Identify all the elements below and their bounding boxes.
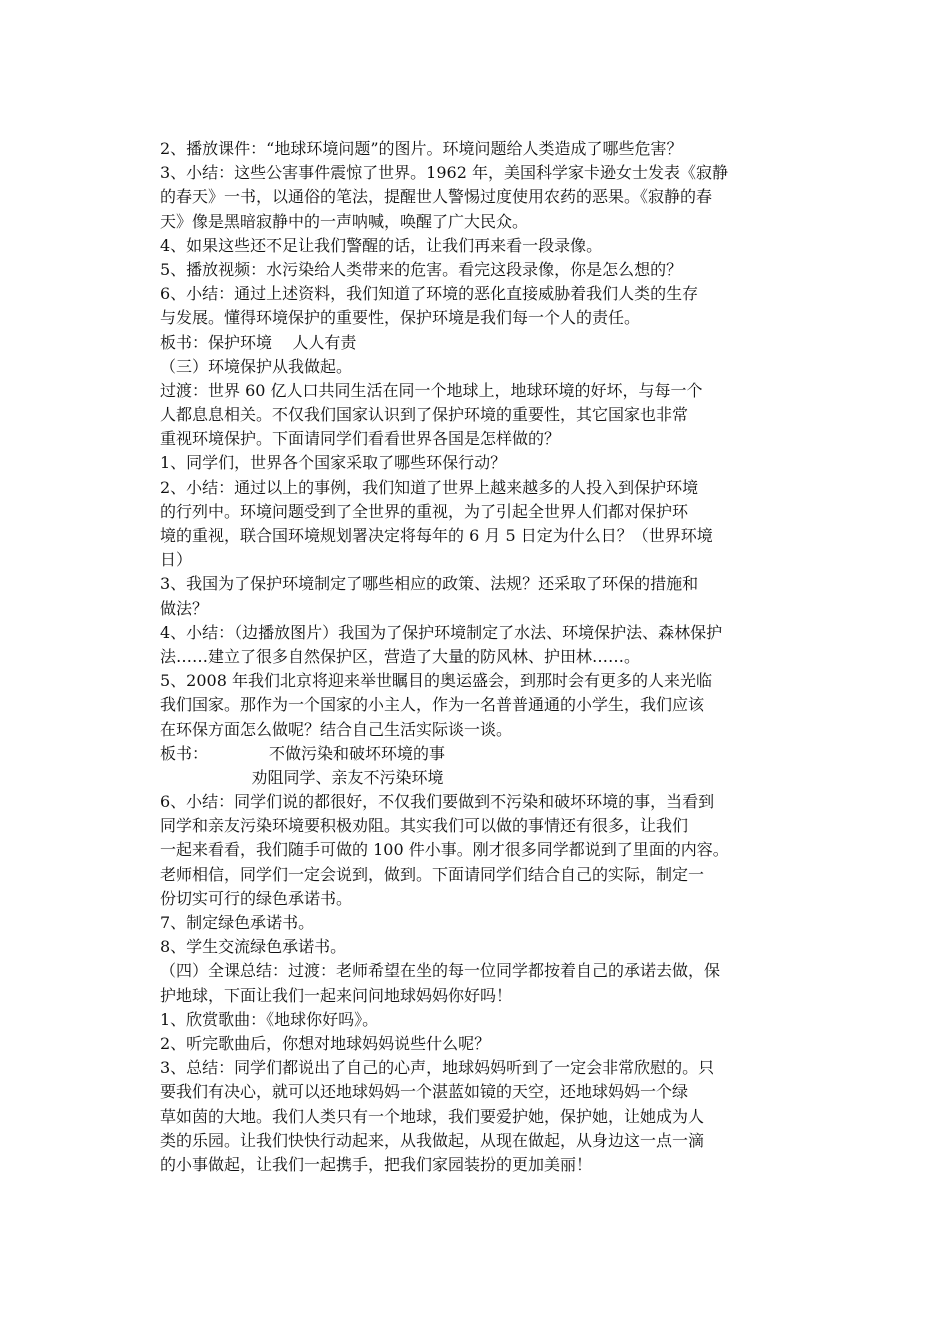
text-line: 1、欣赏歌曲：《地球你好吗》。	[160, 1009, 379, 1029]
text-line: 份切实可行的绿色承诺书。	[160, 888, 353, 908]
text-line: 在环保方面怎么做呢？结合自己生活实际谈一谈。	[160, 719, 513, 739]
text-line: 3、总结：同学们都说出了自己的心声，地球妈妈听到了一定会非常欣慰的。只	[160, 1058, 715, 1078]
board-note-2: 板书： 不做污染和破坏环境的事	[160, 743, 446, 763]
text-line: 类的乐园。让我们快快行动起来，从我做起，从现在做起，从身边这一点一滴	[160, 1130, 705, 1150]
text-line: 2、听完歌曲后，你想对地球妈妈说些什么呢？	[160, 1033, 491, 1053]
text-line: 8、学生交流绿色承诺书。	[160, 937, 347, 957]
text-line: 的行列中。环境问题受到了全世界的重视，为了引起全世界人们都对保护环	[160, 501, 689, 521]
text-line: 老师相信，同学们一定会说到，做到。下面请同学们结合自己的实际，制定一	[160, 864, 705, 884]
text-line: 3、小结：这些公害事件震惊了世界。1962 年，美国科学家卡逊女士发表《寂静	[160, 163, 728, 183]
text-line: 日）	[160, 550, 193, 570]
text-line: 人都息息相关。不仅我们国家认识到了保护环境的重要性，其它国家也非常	[160, 405, 689, 425]
text-line: 6、小结：通过上述资料，我们知道了环境的恶化直接威胁着我们人类的生存	[160, 284, 699, 304]
text-line: 的小事做起，让我们一起携手，把我们家园装扮的更加美丽！	[160, 1154, 593, 1174]
text-line: 做法？	[160, 598, 209, 618]
text-line: 1、同学们，世界各个国家采取了哪些环保行动？	[160, 453, 507, 473]
text-line: 草如茵的大地。我们人类只有一个地球，我们要爱护她，保护她，让她成为人	[160, 1106, 705, 1126]
section-heading-3: （三）环境保护从我做起。	[160, 356, 353, 376]
text-line: 5、播放视频：水污染给人类带来的危害。看完这段录像，你是怎么想的？	[160, 259, 683, 279]
text-line: 同学和亲友污染环境要积极劝阻。其实我们可以做的事情还有很多，让我们	[160, 816, 689, 836]
text-line: 我们国家。那作为一个国家的小主人，作为一名普普通通的小学生，我们应该	[160, 695, 705, 715]
text-line: 2、小结：通过以上的事例，我们知道了世界上越来越多的人投入到保护环境	[160, 477, 699, 497]
text-line: 7、制定绿色承诺书。	[160, 913, 315, 932]
document-body	[160, 137, 800, 1177]
text-line: 5、2008 年我们北京将迎来举世瞩目的奥运盛会，到那时会有更多的人来光临	[160, 671, 712, 691]
text-line: 天》像是黑暗寂静中的一声呐喊，唤醒了广大民众。	[160, 211, 529, 231]
text-line: 2、播放课件：“地球环境问题”的图片。环境问题给人类造成了哪些危害？	[160, 139, 683, 158]
text-line: 境的重视，联合国环境规划署决定将每年的 6 月 5 日定为什么日？（世界环境	[160, 526, 713, 545]
text-line: 的春天》一书，以通俗的笔法，提醒世人警惕过度使用农药的恶果。《寂静的春	[160, 187, 713, 207]
section-heading-4: （四）全课总结：过渡：老师希望在坐的每一位同学都按着自己的承诺去做，保	[160, 961, 721, 981]
text-line: 4、小结：（边播放图片）我国为了保护环境制定了水法、环境保护法、森林保护	[160, 622, 723, 642]
text-line: 一起来看看，我们随手可做的 100 件小事。刚才很多同学都说到了里面的内容。	[160, 840, 729, 860]
text-line: 3、我国为了保护环境制定了哪些相应的政策、法规？还采取了环保的措施和	[160, 574, 699, 594]
text-line: 与发展。懂得环境保护的重要性，保护环境是我们每一个人的责任。	[160, 308, 641, 328]
text-line: 过渡：世界 60 亿人口共同生活在同一个地球上，地球环境的好坏，与每一个	[160, 380, 703, 400]
text-line: 要我们有决心，就可以还地球妈妈一个湛蓝如镜的天空，还地球妈妈一个绿	[160, 1082, 689, 1102]
text-line: 4、如果这些还不足让我们警醒的话，让我们再来看一段录像。	[160, 235, 603, 255]
board-note-2-continued: 劝阻同学、亲友不污染环境	[160, 767, 444, 787]
text-line: 法……建立了很多自然保护区，营造了大量的防风林、护田林……。	[160, 646, 641, 666]
text-line: 6、小结：同学们说的都很好，不仅我们要做到不污染和破坏环境的事，当看到	[160, 792, 715, 812]
text-line: 护地球，下面让我们一起来问问地球妈妈你好吗！	[160, 985, 513, 1005]
text-line: 重视环境保护。下面请同学们看看世界各国是怎样做的？	[160, 429, 561, 449]
board-note-1: 板书：保护环境 人人有责	[160, 332, 357, 352]
